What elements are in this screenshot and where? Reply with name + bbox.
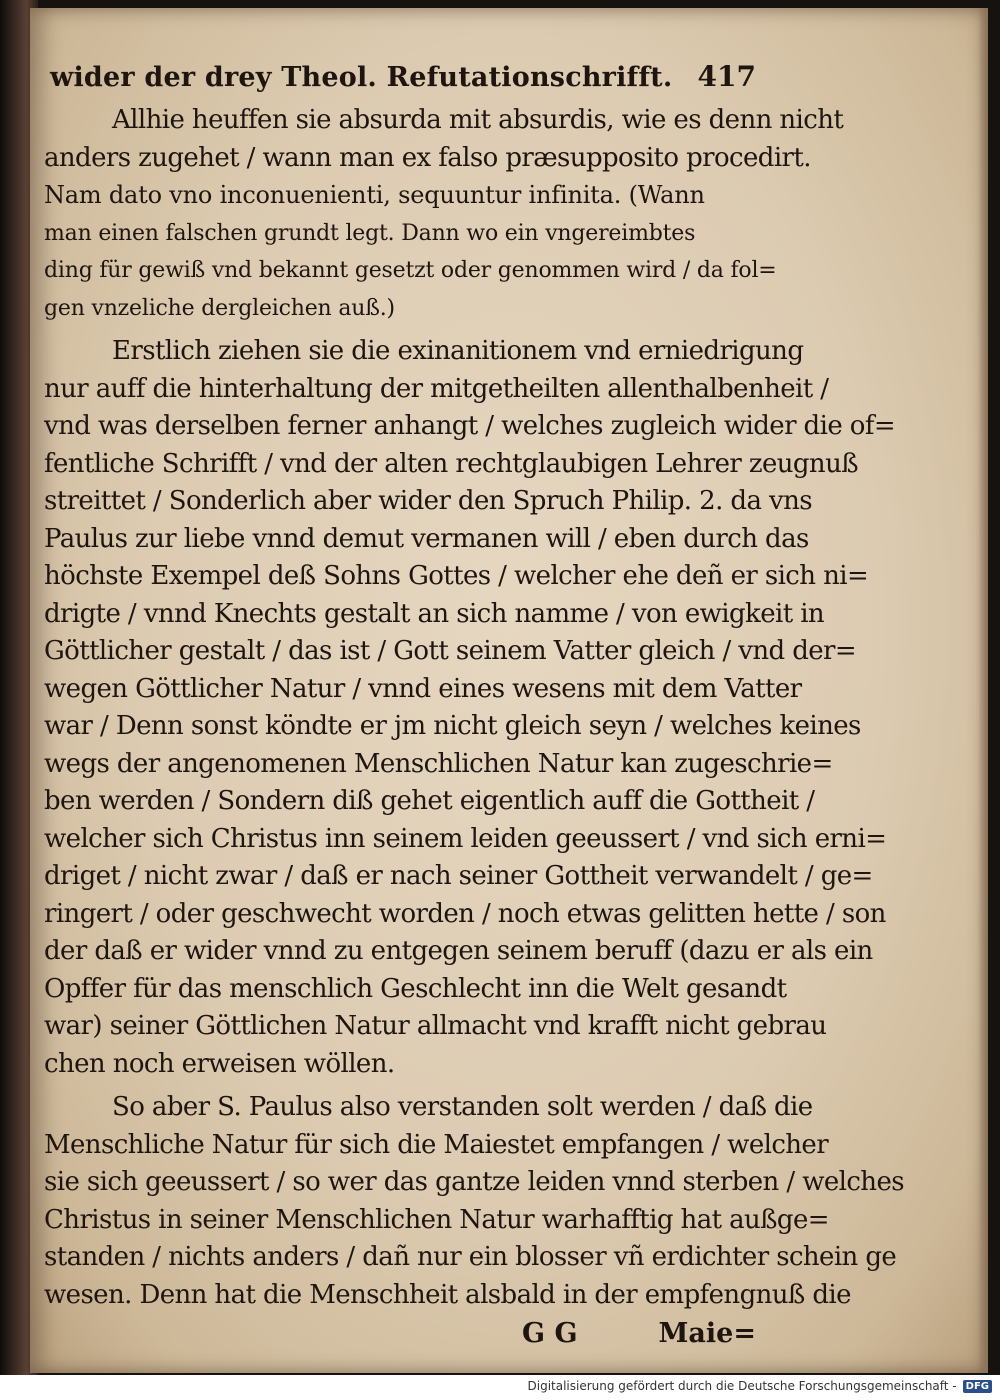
text-line: wegs der angenomenen Menschlichen Natur kan zugeschrie= bbox=[44, 748, 833, 779]
text-line: wesen. Denn hat die Menschheit alsbald in der empfengnuß die bbox=[44, 1279, 851, 1310]
text-line: Christus in seiner Menschlichen Natur warhafftig hat außge= bbox=[44, 1204, 829, 1235]
text-line: nur auff die hinterhaltung der mitgetheilten allenthalbenheit / bbox=[44, 373, 829, 404]
text-line: Opffer für das menschlich Geschlecht inn die Welt gesandt bbox=[44, 973, 787, 1004]
credit-text: Digitalisierung gefördert durch die Deutsche Forschungsgemeinschaft - bbox=[527, 1379, 957, 1393]
dfg-logo-icon: DFG bbox=[963, 1380, 992, 1393]
page-number: 417 bbox=[697, 60, 756, 93]
text-line: driget / nicht zwar / daß er nach seiner Gottheit verwandelt / ge= bbox=[44, 861, 873, 891]
text-line: ringert / oder geschwecht worden / noch etwas gelitten hette / son bbox=[44, 898, 886, 929]
text-line: man einen falschen grundt legt. Dann wo ein vngereimbtes bbox=[44, 220, 696, 246]
credit-bar bbox=[0, 1375, 1000, 1400]
text-line: Paulus zur liebe vnnd demut vermanen will / eben durch das bbox=[44, 523, 809, 554]
text-line: welcher sich Christus inn seinem leiden geeussert / vnd sich erni= bbox=[44, 823, 887, 854]
text-line: der daß er wider vnnd zu entgegen seinem beruff (dazu er als ein bbox=[44, 936, 873, 966]
text-line: war) seiner Göttlichen Natur allmacht vnd krafft nicht gebrau bbox=[44, 1011, 827, 1041]
text-line: vnd was derselben ferner anhangt / welches zugleich wider die of= bbox=[44, 411, 896, 441]
text-line: drigte / vnnd Knechts gestalt an sich namme / von ewigkeit in bbox=[44, 598, 825, 629]
text-line: Göttlicher gestalt / das ist / Gott seinem Vatter gleich / vnd der= bbox=[44, 636, 857, 666]
text-line: höchste Exempel deß Sohns Gottes / welcher ehe deñ er sich ni= bbox=[44, 561, 869, 591]
text-line: Erstlich ziehen sie die exinanitionem vnd erniedrigung bbox=[112, 336, 804, 366]
text-line: Nam dato vno inconuenienti, sequuntur infinita. (Wann bbox=[44, 181, 705, 209]
paragraph-2 bbox=[44, 333, 896, 1083]
catchword: Maie= bbox=[658, 1318, 756, 1349]
text-line: gen vnzeliche dergleichen auß.) bbox=[44, 295, 395, 321]
page-header bbox=[44, 58, 756, 102]
text-line: wegen Göttlicher Natur / vnnd eines wesens mit dem Vatter bbox=[44, 673, 802, 704]
text-line: standen / nichts anders / dañ nur ein blosser vñ erdichter schein ge bbox=[44, 1242, 897, 1272]
running-head: wider der drey Theol. Refutationschrifft. bbox=[50, 62, 673, 93]
page-footer bbox=[44, 1318, 756, 1354]
text-line: chen noch erweisen wöllen. bbox=[44, 1048, 395, 1079]
text-line: So aber S. Paulus also verstanden solt werden / daß die bbox=[112, 1092, 813, 1122]
text-line: fentliche Schrifft / vnd der alten rechtglaubigen Lehrer zeugnuß bbox=[44, 448, 858, 479]
text-line: anders zugehet / wann man ex falso præsupposito procedirt. bbox=[44, 142, 811, 173]
text-line: ding für gewiß vnd bekannt gesetzt oder genommen wird / da fol= bbox=[44, 258, 777, 283]
text-line: ben werden / Sondern diß gehet eigentlich auff die Gottheit / bbox=[44, 786, 815, 816]
paragraph-3 bbox=[44, 1089, 904, 1314]
paragraph-1 bbox=[44, 102, 844, 327]
text-line: war / Denn sonst köndte er jm nicht gleich seyn / welches keines bbox=[44, 711, 861, 741]
text-line: Allhie heuffen sie absurda mit absurdis, wie es denn nicht bbox=[112, 105, 844, 135]
text-block bbox=[44, 58, 904, 1354]
text-line: Menschliche Natur für sich die Maiestet empfangen / welcher bbox=[44, 1129, 829, 1160]
text-line: streittet / Sonderlich aber wider den Spruch Philip. 2. da vns bbox=[44, 486, 812, 516]
page-edge-shadow bbox=[978, 8, 988, 1373]
text-line: sie sich geeussert / so wer das gantze leiden vnnd sterben / welches bbox=[44, 1167, 904, 1197]
book-page bbox=[30, 8, 988, 1373]
signature-mark: G G bbox=[522, 1318, 578, 1349]
digitization-credit bbox=[528, 1379, 993, 1393]
